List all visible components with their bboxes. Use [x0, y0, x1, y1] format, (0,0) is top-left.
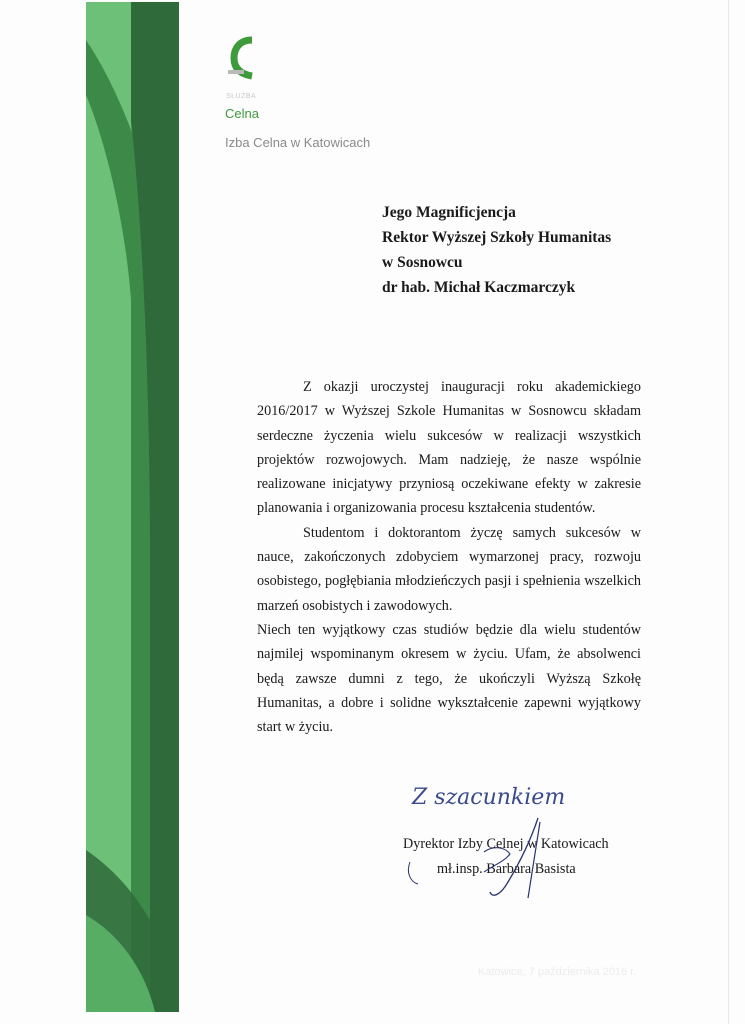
recipient-block: [382, 200, 611, 300]
scan-edge: [728, 0, 729, 1024]
customs-service-logo-icon: [222, 34, 262, 82]
recipient-line: Rektor Wyższej Szkoły Humanitas: [382, 229, 612, 246]
signature-scribble: [400, 812, 560, 902]
body-paragraph: Niech ten wyjątkowy czas studiów będzie dla wielu studentów najmilej wspominanym okresem w życiu. Ufam, że absolwenci będą zawsze dumni z tego, że ukończyli Wyższą Szkołę Humanitas, a dobre i solidne wykształcenie zapewni wyjątkowy start w życiu.: [257, 621, 641, 736]
signatory-name: mł.insp. Barbara Basista: [437, 861, 576, 877]
logo-small-text: SŁUŻBA: [226, 93, 257, 100]
recipient-line: Jego Magnificjencja: [382, 204, 516, 221]
letter-body: [257, 375, 641, 739]
body-paragraph: Z okazji uroczystej inauguracji roku akademickiego 2016/2017 w Wyższej Szkole Humanitas w Sosnowcu składam serdeczne życzenia wielu sukcesów w realizacji wszystkich projektów rozwojowych. Mam nadzieję, że nasze wspólnie realizowane inicjatywy przyniosą oczekiwane efekty w zakresie planowania i organizowania procesu kształcenia studentów.: [257, 379, 641, 517]
recipient-line: w Sosnowcu: [382, 254, 463, 271]
recipient-line: dr hab. Michał Kaczmarczyk: [382, 279, 576, 296]
signatory-role: Dyrektor Izby Celnej w Katowicach: [403, 836, 609, 852]
body-paragraph: Studentom i doktorantom życzę samych sukcesów w nauce, zakończonych zdobyciem wymarzonej pracy, rozwoju osobistego, pogłębiania młodzieńczych pasji i spełnienia wszelkich marzeń osobistych i zawodowych.: [257, 524, 641, 614]
handwritten-greeting-text: Z szacunkiem: [412, 785, 566, 810]
date-line: Katowice, 7 października 2016 r.: [478, 966, 637, 978]
office-name: Izba Celna w Katowicach: [225, 135, 371, 150]
logo-name: Celna: [225, 106, 259, 121]
